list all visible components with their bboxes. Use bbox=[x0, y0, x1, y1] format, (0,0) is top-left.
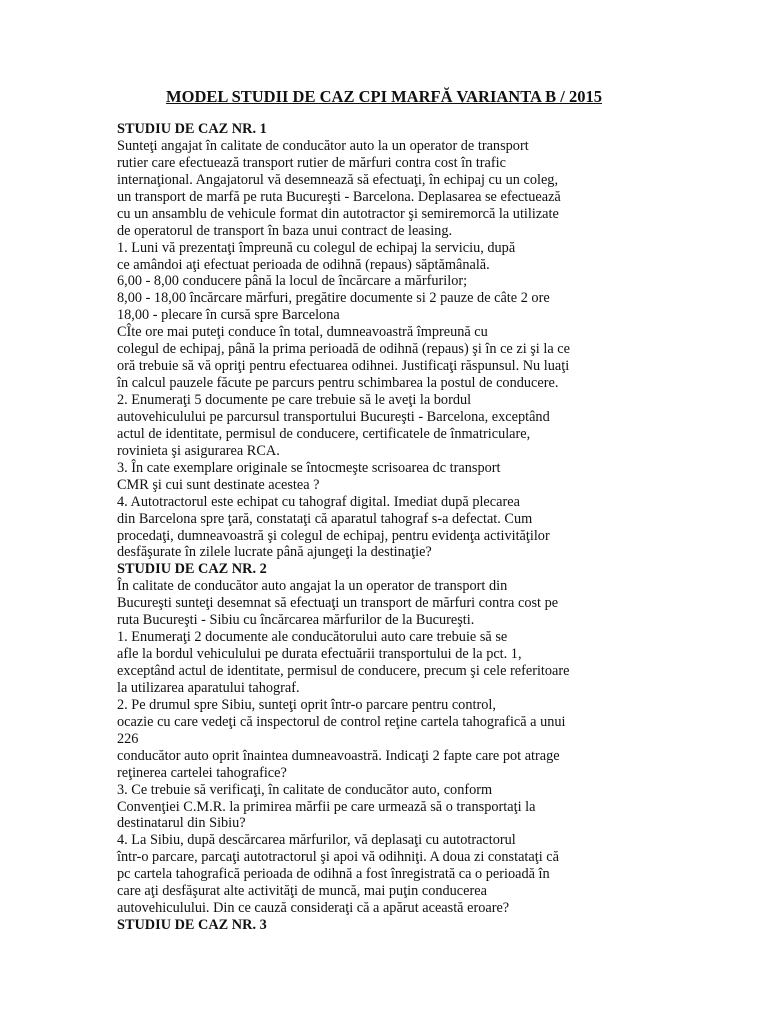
text-line: Sunteţi angajat în calitate de conducător auto la un operator de transport bbox=[117, 137, 529, 154]
text-line: pc cartela tahografică perioada de odihnă a fost înregistrată ca o perioadă în bbox=[117, 866, 550, 883]
text-line: desfăşurate în zilele lucrate până ajungeţi la destinaţie? bbox=[117, 544, 432, 561]
text-line: În calitate de conducător auto angajat la un operator de transport din bbox=[117, 578, 508, 595]
text-line: colegul de echipaj, până la prima perioadă de odihnă (repaus) şi în ce zi şi la ce bbox=[117, 341, 570, 358]
text-line: 4. La Sibiu, după descărcarea mărfurilor, vă deplasaţi cu autotractorul bbox=[117, 832, 516, 849]
text-line: conducător auto oprit înaintea dumneavoastră. Indicaţi 2 fapte care pot atrage bbox=[117, 747, 560, 764]
text-line: 2. Pe drumul spre Sibiu, sunteţi oprit într-o parcare pentru control, bbox=[117, 696, 496, 713]
text-line: 3. Ce trebuie să verificaţi, în calitate de conducător auto, conform bbox=[117, 781, 493, 798]
case-study-heading: STUDIU DE CAZ NR. 3 bbox=[117, 917, 267, 934]
text-line: 4. Autotractorul este echipat cu tahograf digital. Imediat după plecarea bbox=[117, 493, 520, 510]
text-line: destinatarul din Sibiu? bbox=[117, 815, 246, 832]
text-line: reţinerea cartelei tahografice? bbox=[117, 764, 287, 781]
text-line: care aţi desfăşurat alte activităţi de muncă, mai puţin conducerea bbox=[117, 883, 487, 900]
text-line: actul de identitate, permisul de conducere, certificatele de înmatriculare, bbox=[117, 425, 531, 442]
text-line: Convenţiei C.M.R. la primirea mărfii pe care urmează să o transportaţi la bbox=[117, 798, 536, 815]
text-line: cu un ansamblu de vehicule format din autotractor şi semiremorcă la utilizate bbox=[117, 205, 559, 222]
text-line: un transport de marfă pe ruta Bucureşti - Barcelona. Deplasarea se efectuează bbox=[117, 188, 561, 205]
text-line: autovehiculului. Din ce cauză consideraţi că a apărut această eroare? bbox=[117, 900, 510, 917]
case-study-heading: STUDIU DE CAZ NR. 2 bbox=[117, 561, 267, 578]
text-line: CMR şi cui sunt destinate acestea ? bbox=[117, 476, 320, 493]
text-line: 2. Enumeraţi 5 documente pe care trebuie să le aveţi la bordul bbox=[117, 392, 472, 408]
text-line: din Barcelona spre ţară, constataţi că aparatul tahograf s-a defectat. Cum bbox=[117, 510, 533, 527]
text-line: rutier care efectuează transport rutier de mărfuri contra cost în trafic bbox=[117, 154, 506, 171]
text-line: ruta Bucureşti - Sibiu cu încărcarea mărfurilor de la Bucureşti. bbox=[117, 612, 475, 629]
document-body bbox=[117, 121, 587, 934]
text-line: rovinieta şi asigurarea RCA. bbox=[117, 442, 280, 459]
text-line: ce amândoi aţi efectuat perioada de odihnă (repaus) săptămânală. bbox=[117, 256, 490, 273]
text-line: exceptând actul de identitate, permisul de conducere, precum şi cele referitoare bbox=[117, 663, 570, 679]
text-line: 3. În cate exemplare originale se întocmeşte scrisoarea dc transport bbox=[117, 459, 501, 476]
text-line: într-o parcare, parcaţi autotractorul şi apoi vă odihniţi. A doua zi constataţi că bbox=[117, 849, 559, 866]
text-line: procedaţi, dumneavoastră şi colegul de echipaj, pentru evidenţa activităţilor bbox=[117, 527, 550, 544]
text-line: oră trebuie să vă opriţi pentru efectuarea odihnei. Justificaţi răspunsul. Nu luaţi bbox=[117, 358, 570, 375]
document-title: MODEL STUDII DE CAZ CPI MARFĂ VARIANTA B / 2015 bbox=[166, 87, 602, 106]
text-line: afle la bordul vehiculului pe durata efectuării transportului de la pct. 1, bbox=[117, 646, 522, 663]
text-line: în calcul pauzele făcute pe parcurs pentru schimbarea la postul de conducere. bbox=[117, 375, 559, 392]
text-line: 1. Luni vă prezentaţi împreună cu colegul de echipaj la serviciu, după bbox=[117, 239, 516, 256]
text-line: la utilizarea aparatului tahograf. bbox=[117, 679, 300, 696]
case-study-heading: STUDIU DE CAZ NR. 1 bbox=[117, 121, 267, 137]
text-line: 18,00 - plecare în cursă spre Barcelona bbox=[117, 307, 340, 324]
text-line: Bucureşti sunteţi desemnat să efectuaţi un transport de mărfuri contra cost pe bbox=[117, 595, 559, 612]
text-line: 226 bbox=[117, 730, 139, 747]
text-line: de operatorul de transport în baza unui contract de leasing. bbox=[117, 222, 453, 239]
text-line: ocazie cu care vedeţi că inspectorul de control reţine cartela tahografică a unui bbox=[117, 713, 566, 730]
text-line: 1. Enumeraţi 2 documente ale conducătorului auto care trebuie să se bbox=[117, 629, 508, 646]
text-line: autovehiculului pe parcursul transportului Bucureşti - Barcelona, exceptând bbox=[117, 408, 550, 425]
text-line: internaţional. Angajatorul vă desemnează să efectuaţi, în echipaj cu un coleg, bbox=[117, 171, 559, 188]
text-line: 8,00 - 18,00 încărcare mărfuri, pregătire documente si 2 pauze de câte 2 ore bbox=[117, 290, 550, 307]
text-line: 6,00 - 8,00 conducere până la locul de încărcare a mărfurilor; bbox=[117, 273, 468, 290]
text-line: CÎte ore mai puteţi conduce în total, dumneavoastră împreună cu bbox=[117, 324, 488, 341]
